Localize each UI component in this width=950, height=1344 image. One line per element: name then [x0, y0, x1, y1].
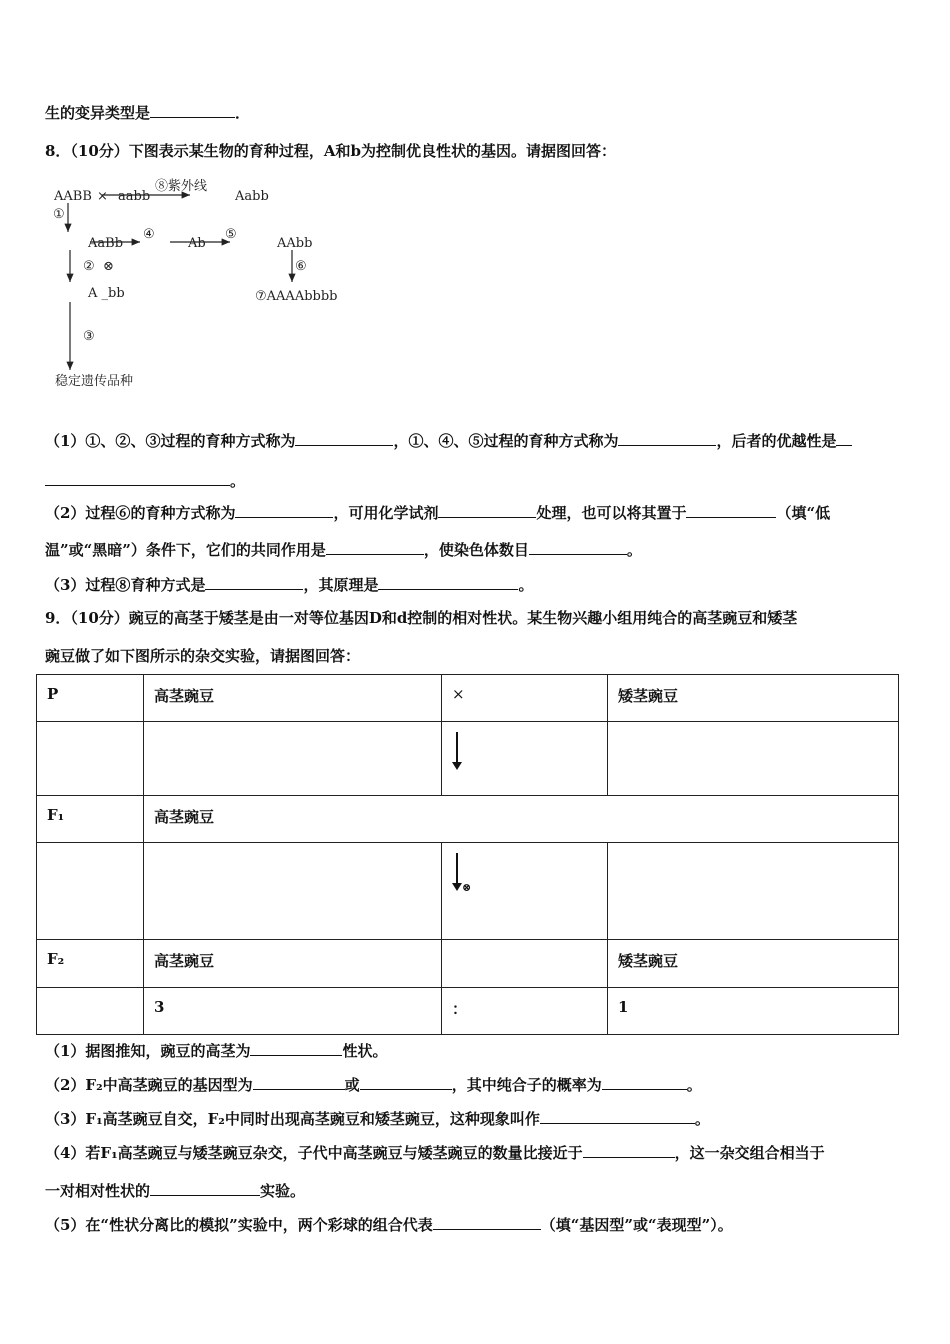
cell-p: P	[37, 675, 144, 722]
svg-text:①: ①	[53, 207, 65, 222]
down-arrow-icon	[452, 732, 462, 770]
cell-cross: ×	[442, 675, 608, 722]
down-arrow-icon	[452, 853, 462, 891]
cell-f2: F₂	[37, 940, 144, 988]
cell-tall: 高茎豌豆	[144, 675, 442, 722]
cross-table	[36, 674, 899, 1035]
q9-stem-2: 豌豆做了如下图所示的杂交实验，请据图回答：	[45, 647, 361, 665]
cell-f1: F₁	[37, 796, 144, 843]
svg-text:④: ④	[143, 227, 155, 242]
q9-sub3: （3）F₁高茎豌豆自交，F₂中同时出现高茎豌豆和矮茎豌豆，这种现象叫作 。	[45, 1110, 710, 1128]
q8-stem: 8．（10分）下图表示某生物的育种过程，A和b为控制优良性状的基因。请据图回答：	[45, 142, 616, 160]
svg-text:⑦AAAAbbbb: ⑦AAAAbbbb	[255, 289, 338, 304]
q8-sub1: （1）①、②、③过程的育种方式称为 ，①、④、⑤过程的育种方式称为 ，后者的优越性是	[45, 430, 852, 451]
self-cross-symbol: ⊗	[462, 881, 472, 894]
svg-text:A _bb: A _bb	[88, 286, 125, 301]
ratio-colon: ：	[442, 988, 608, 1035]
svg-text:AaBb: AaBb	[88, 236, 124, 251]
svg-text:aabb: aabb	[118, 189, 151, 204]
ratio-1: 1	[608, 988, 899, 1035]
svg-text:Aabb: Aabb	[235, 189, 269, 204]
q9-sub2: （2）F₂中高茎豌豆的基因型为 或 ，其中纯合子的概率为 。	[45, 1076, 702, 1094]
ratio-3: 3	[144, 988, 442, 1035]
q9-sub1: （1）据图推知，豌豆的高茎为 性状。	[45, 1042, 388, 1060]
breeding-diagram	[45, 170, 345, 395]
svg-text:Ab: Ab	[188, 236, 206, 251]
cell-f1-tall: 高茎豌豆	[144, 796, 899, 843]
q8-sub2-cont: 温”或“黑暗”）条件下，它们的共同作用是 ，使染色体数目 。	[45, 541, 642, 559]
q8-sub1-cont: 。	[45, 470, 245, 491]
prev-question-tail: 生的变异类型是 ．	[45, 104, 251, 122]
q9-sub4-cont: 一对相对性状的 实验。	[45, 1182, 306, 1200]
svg-text:AAbb: AAbb	[277, 236, 313, 251]
svg-text:⊗: ⊗	[103, 259, 114, 274]
q9-sub4: （4）若F₁高茎豌豆与矮茎豌豆杂交，子代中高茎豌豆与矮茎豌豆的数量比接近于 ，这一杂交组合相当于	[45, 1144, 825, 1162]
q9-sub5: （5）在“性状分离比的模拟”实验中，两个彩球的组合代表 （填“基因型”或“表现型”）。	[45, 1216, 733, 1234]
cell-short: 矮茎豌豆	[608, 675, 899, 722]
q9-stem-1: 9．（10分）豌豆的高茎于矮茎是由一对等位基因D和d控制的相对性状。某生物兴趣小组用纯合的高茎豌豆和矮茎	[45, 609, 798, 627]
svg-text:稳定遗传品种: 稳定遗传品种	[55, 374, 134, 389]
q8-sub3: （3）过程⑧育种方式是 ，其原理是 。	[45, 576, 534, 594]
svg-text:⑧紫外线: ⑧紫外线	[155, 179, 208, 194]
svg-text:⑥: ⑥	[295, 259, 307, 274]
q8-sub2: （2）过程⑥的育种方式称为 ，可用化学试剂 处理，也可以将其置于 （填“低	[45, 504, 831, 522]
svg-text:×: ×	[97, 189, 108, 204]
cell-f2-short: 矮茎豌豆	[608, 940, 899, 988]
svg-text:⑤: ⑤	[225, 227, 237, 242]
svg-text:③: ③	[83, 329, 95, 344]
svg-text:②: ②	[83, 259, 95, 274]
svg-text:AABB: AABB	[54, 189, 92, 204]
cell-f2-tall: 高茎豌豆	[144, 940, 442, 988]
